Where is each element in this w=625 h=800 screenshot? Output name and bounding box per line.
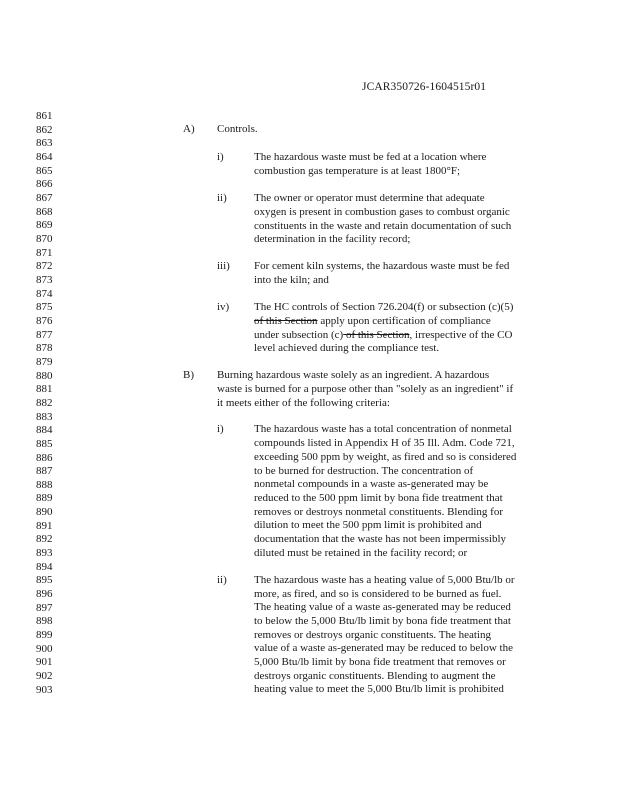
text-line: exceeding 500 ppm by weight, as fired and so is considered [254,451,517,463]
text-line [254,315,491,327]
text-line: diluted must be retained in the facility record; or [254,547,468,559]
text-line: The owner or operator must determine that adequate [254,192,485,204]
text-line: The hazardous waste has a total concentration of nonmetal [254,423,512,435]
text-line: documentation that the waste has not been impermissibly [254,533,507,545]
line-number: 876 [36,315,53,327]
line-number: 890 [36,506,53,518]
text-span: apply upon certification of compliance [317,315,491,327]
section-a-label: A) [183,123,195,135]
line-number: 887 [36,465,53,477]
text-line [254,329,512,341]
line-number: 901 [36,656,53,668]
line-number: 868 [36,206,53,218]
text-line: more, as fired, and so is considered to be burned as fuel. [254,588,502,600]
line-number: 862 [36,124,53,136]
line-number: 882 [36,397,53,409]
item-a-i-label: i) [217,151,224,163]
text-line: The hazardous waste must be fed at a location where [254,151,487,163]
line-number: 903 [36,684,53,696]
text-line: removes or destroys nonmetal constituents. Blending for [254,506,503,518]
line-number: 885 [36,438,53,450]
line-number: 867 [36,192,53,204]
text-line: The hazardous waste has a heating value of 5,000 Btu/lb or [254,574,515,586]
line-number: 891 [36,520,53,532]
line-number: 895 [36,574,53,586]
text-line: compounds listed in Appendix H of 35 Ill. Adm. Code 721, [254,437,515,449]
line-number: 877 [36,329,53,341]
text-line: Burning hazardous waste solely as an ingredient. A hazardous [217,369,490,381]
line-number: 878 [36,342,53,354]
line-number: 893 [36,547,53,559]
text-line: waste is burned for a purpose other than "solely as an ingredient" if [217,383,514,395]
text-line: determination in the facility record; [254,233,411,245]
item-b-i-label: i) [217,423,224,435]
section-b-label: B) [183,369,194,381]
line-number: 880 [36,370,53,382]
line-number: 861 [36,110,53,122]
line-number: 886 [36,452,53,464]
text-line: value of a waste as-generated may be reduced to below the [254,642,513,654]
text-line: heating value to meet the 5,000 Btu/lb limit is prohibited [254,683,504,695]
line-number: 902 [36,670,53,682]
section-a-title: Controls. [217,123,258,135]
item-a-iii-label: iii) [217,260,230,272]
deleted-text: of this Section [343,329,410,341]
line-number: 871 [36,247,53,259]
line-number: 863 [36,137,53,149]
text-line: For cement kiln systems, the hazardous waste must be fed [254,260,510,272]
text-line: The heating value of a waste as-generated may be reduced [254,601,511,613]
item-b-ii-label: ii) [217,574,227,586]
line-number: 889 [36,492,53,504]
line-number: 879 [36,356,53,368]
item-a-ii-label: ii) [217,192,227,204]
line-number: 874 [36,288,53,300]
text-line: dilution to meet the 500 ppm limit is prohibited and [254,519,482,531]
text-line: reduced to the 500 ppm limit by bona fide treatment that [254,492,503,504]
line-number: 894 [36,561,53,573]
line-number: 896 [36,588,53,600]
text-line: it meets either of the following criteria: [217,397,390,409]
text-line: removes or destroys organic constituents. The heating [254,629,491,641]
line-number: 873 [36,274,53,286]
text-line: The HC controls of Section 726.204(f) or subsection (c)(5) [254,301,514,313]
line-number: 898 [36,615,53,627]
line-number: 888 [36,479,53,491]
line-number: 869 [36,219,53,231]
line-number: 872 [36,260,53,272]
line-number: 892 [36,533,53,545]
line-number: 899 [36,629,53,641]
text-line: oxygen is present in combustion gases to combust organic [254,206,510,218]
line-number: 864 [36,151,53,163]
line-number: 865 [36,165,53,177]
line-number: 870 [36,233,53,245]
deleted-text: of this Section [254,315,318,327]
text-line: into the kiln; and [254,274,329,286]
line-number: 884 [36,424,53,436]
text-line: destroys organic constituents. Blending to augment the [254,670,496,682]
line-number: 866 [36,178,53,190]
text-span: under subsection (c) [254,329,344,341]
line-number: 900 [36,643,53,655]
text-line: combustion gas temperature is at least 1800°F; [254,165,461,177]
line-number: 881 [36,383,53,395]
text-line: 5,000 Btu/lb limit by bona fide treatment that removes or [254,656,506,668]
text-line: to below the 5,000 Btu/lb limit by bona fide treatment that [254,615,511,627]
line-number: 875 [36,301,53,313]
text-line: constituents in the waste and retain documentation of such [254,220,512,232]
line-number: 883 [36,411,53,423]
item-a-iv-label: iv) [217,301,230,313]
text-line: nonmetal compounds in a waste as-generated may be [254,478,489,490]
text-span: , irrespective of the CO [409,329,513,341]
text-line: to be burned for destruction. The concentration of [254,465,474,477]
text-line: level achieved during the compliance test. [254,342,440,354]
line-number: 897 [36,602,53,614]
document-id: JCAR350726-1604515r01 [362,81,487,93]
